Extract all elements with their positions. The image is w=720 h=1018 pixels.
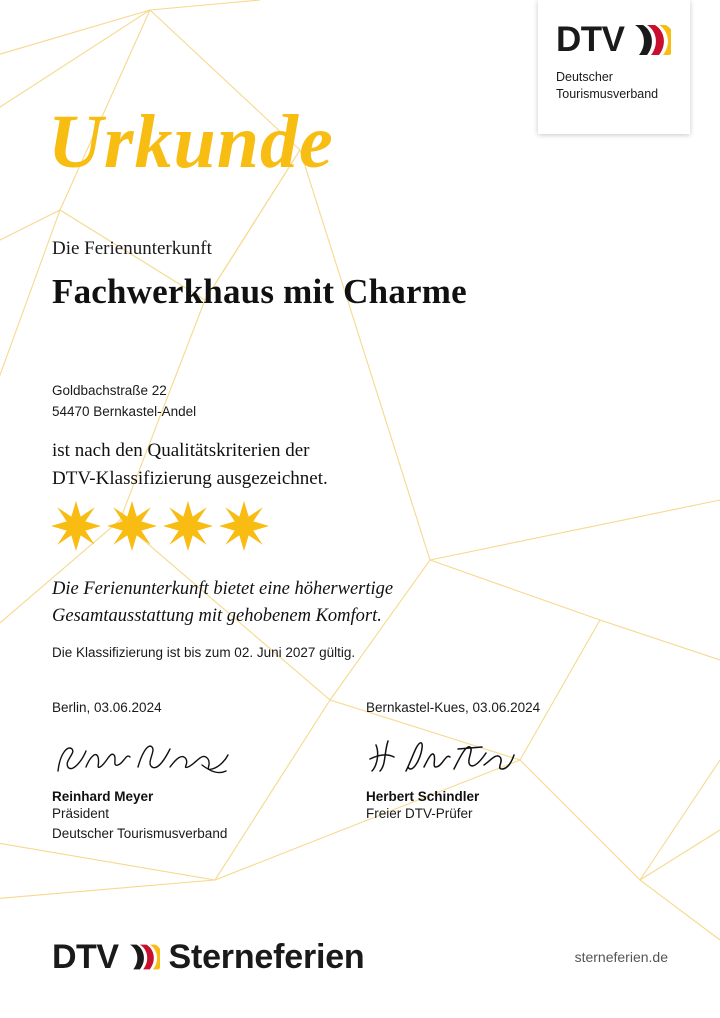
signature-block-right <box>366 700 540 824</box>
description-line-2: Gesamtausstattung mit gehobenem Komfort. <box>52 605 382 626</box>
dtv-logo-row <box>556 22 676 57</box>
star-icon <box>50 500 102 557</box>
classification-description <box>52 576 393 630</box>
signature-role-line-1: Freier DTV-Prüfer <box>366 806 473 821</box>
dtv-logo-subtitle-line1: Deutscher <box>556 70 613 84</box>
subject-label: Die Ferienunterkunft <box>52 238 212 259</box>
signature-image <box>52 737 232 783</box>
footer-inner <box>0 940 720 974</box>
star-rating <box>50 500 270 557</box>
dtv-logo-text: DTV <box>556 20 625 59</box>
star-icon <box>162 500 214 557</box>
signature-place-date: Bernkastel-Kues, 03.06.2024 <box>366 700 541 715</box>
dtv-logo-badge <box>538 0 690 134</box>
dtv-chevrons-icon <box>633 23 671 57</box>
page-title: Urkunde <box>48 100 334 184</box>
validity-text: Die Klassifizierung ist bis zum 02. Juni 2027 gültig. <box>52 645 356 660</box>
criteria-text <box>52 437 328 492</box>
star-icon <box>218 500 270 557</box>
star-icon <box>106 500 158 557</box>
sterneferien-brand <box>52 940 365 974</box>
criteria-line-2: DTV-Klassifizierung ausgezeichnet. <box>52 467 328 489</box>
signature-role-line-1: Präsident <box>52 806 110 821</box>
description-line-1: Die Ferienunterkunft bietet eine höherwertige <box>52 579 394 599</box>
footer-brand-word: Sterneferien <box>168 938 365 976</box>
dtv-chevrons-icon <box>128 943 160 971</box>
signature-role-line-2: Deutscher Tourismusverband <box>52 826 228 842</box>
signature-name: Herbert Schindler <box>366 789 480 804</box>
criteria-line-1: ist nach den Qualitätskriterien der <box>52 440 310 461</box>
footer-website: sterneferien.de <box>574 949 668 965</box>
property-address <box>52 381 196 423</box>
page-footer <box>0 940 720 974</box>
signature-name: Reinhard Meyer <box>52 789 154 804</box>
dtv-logo-subtitle <box>556 69 676 103</box>
dtv-logo-subtitle-line2: Tourismusverband <box>556 86 659 101</box>
signature-place-date: Berlin, 03.06.2024 <box>52 700 162 715</box>
property-name: Fachwerkhaus mit Charme <box>52 272 467 311</box>
signature-block-left <box>52 700 232 845</box>
footer-dtv-text: DTV <box>52 938 119 976</box>
address-line-1: Goldbachstraße 22 <box>52 383 167 398</box>
address-line-2: 54470 Bernkastel-Andel <box>52 403 197 419</box>
signature-image <box>366 737 540 783</box>
